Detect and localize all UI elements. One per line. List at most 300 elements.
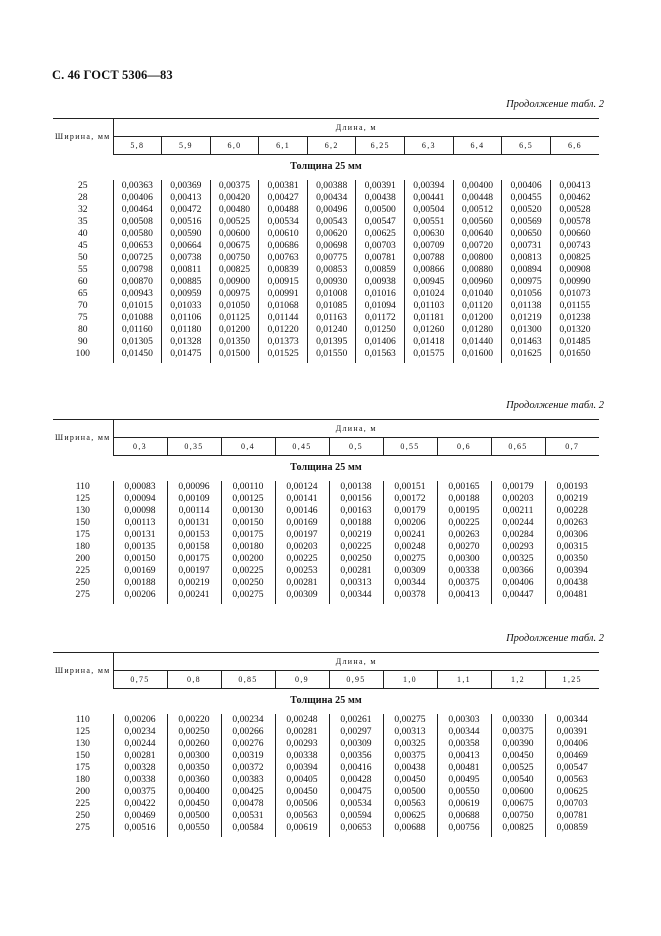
- width-header: Ширина, мм: [53, 119, 113, 155]
- volume-cell: 0,00300: [167, 750, 221, 762]
- volume-cell: 0,00406: [502, 180, 551, 192]
- volume-cell: 0,01650: [550, 348, 599, 363]
- volume-cell: 0,00653: [113, 240, 162, 252]
- volume-cell: 0,00344: [329, 589, 383, 604]
- volume-cell: 0,00610: [259, 228, 308, 240]
- thickness-label: Толщина 25 мм: [290, 695, 362, 706]
- volume-cell: 0,00413: [162, 192, 211, 204]
- length-value: 6,4: [453, 137, 502, 155]
- volume-cell: 0,00225: [329, 541, 383, 553]
- volume-cell: 0,01525: [259, 348, 308, 363]
- thickness-label: Толщина 25 мм: [290, 161, 362, 172]
- volume-cell: 0,01106: [162, 312, 211, 324]
- volume-cell: 0,00114: [167, 505, 221, 517]
- volume-cell: 0,01450: [113, 348, 162, 363]
- volume-cell: 0,01088: [113, 312, 162, 324]
- volume-cell: 0,00146: [275, 505, 329, 517]
- volume-cell: 0,00358: [437, 738, 491, 750]
- volume-cell: 0,00250: [221, 577, 275, 589]
- volume-cell: 0,00516: [162, 216, 211, 228]
- volume-cell: 0,00219: [329, 529, 383, 541]
- width-cell: 75: [77, 312, 88, 323]
- width-cell: 70: [77, 300, 88, 311]
- length-value: 6,3: [405, 137, 454, 155]
- volume-cell: 0,00360: [167, 774, 221, 786]
- volume-cell: 0,00428: [329, 774, 383, 786]
- volume-cell: 0,00859: [356, 264, 405, 276]
- volume-cell: 0,01600: [453, 348, 502, 363]
- volume-cell: 0,00338: [113, 774, 167, 786]
- table-row: [53, 762, 599, 774]
- volume-cell: 0,01575: [405, 348, 454, 363]
- width-cell: 60: [77, 276, 88, 287]
- volume-cell: 0,00763: [259, 252, 308, 264]
- volume-cell: 0,00225: [221, 565, 275, 577]
- volume-cell: 0,00300: [437, 553, 491, 565]
- volume-cell: 0,00098: [113, 505, 167, 517]
- volume-cell: 0,00528: [550, 204, 599, 216]
- volume-cell: 0,01073: [550, 288, 599, 300]
- volume-cell: 0,00211: [491, 505, 545, 517]
- volume-cell: 0,00244: [491, 517, 545, 529]
- width-cell: 110: [75, 714, 90, 725]
- volume-cell: 0,00220: [167, 714, 221, 726]
- volume-cell: 0,00151: [383, 481, 437, 493]
- volume-cell: 0,00303: [437, 714, 491, 726]
- volume-cell: 0,00880: [453, 264, 502, 276]
- volume-cell: 0,00383: [221, 774, 275, 786]
- volume-cell: 0,00293: [491, 541, 545, 553]
- volume-cell: 0,01015: [113, 300, 162, 312]
- volume-cell: 0,00520: [502, 204, 551, 216]
- volume-cell: 0,00425: [221, 786, 275, 798]
- volume-cell: 0,00781: [356, 252, 405, 264]
- length-value: 0,75: [113, 671, 167, 689]
- volume-cell: 0,00281: [329, 565, 383, 577]
- volume-cell: 0,00640: [453, 228, 502, 240]
- length-header: Длина, м: [113, 119, 599, 137]
- volume-cell: 0,00263: [545, 517, 599, 529]
- volume-cell: 0,00550: [167, 822, 221, 837]
- volume-cell: 0,00203: [275, 541, 329, 553]
- volume-cell: 0,00225: [275, 553, 329, 565]
- volume-cell: 0,00135: [113, 541, 167, 553]
- volume-cell: 0,00375: [210, 180, 259, 192]
- volume-cell: 0,00894: [502, 264, 551, 276]
- thickness-label: Толщина 25 мм: [290, 462, 362, 473]
- length-value: 1,25: [545, 671, 599, 689]
- volume-cell: 0,00800: [453, 252, 502, 264]
- table-row: [53, 553, 599, 565]
- volume-cell: 0,00885: [162, 276, 211, 288]
- volume-cell: 0,01395: [307, 336, 356, 348]
- volume-cell: 0,01125: [210, 312, 259, 324]
- volume-cell: 0,00234: [221, 714, 275, 726]
- volume-cell: 0,00124: [275, 481, 329, 493]
- volume-cell: 0,00394: [275, 762, 329, 774]
- volume-cell: 0,00775: [307, 252, 356, 264]
- table-row: [53, 336, 599, 348]
- volume-cell: 0,01485: [550, 336, 599, 348]
- volume-cell: 0,01418: [405, 336, 454, 348]
- volume-cell: 0,00281: [113, 750, 167, 762]
- volume-cell: 0,00625: [356, 228, 405, 240]
- volume-cell: 0,00990: [550, 276, 599, 288]
- volume-cell: 0,00709: [405, 240, 454, 252]
- volume-cell: 0,00281: [275, 577, 329, 589]
- header-row: [53, 653, 599, 671]
- volume-cell: 0,01160: [113, 324, 162, 336]
- table-row: [53, 228, 599, 240]
- volume-cell: 0,01056: [502, 288, 551, 300]
- volume-cell: 0,00138: [329, 481, 383, 493]
- volume-cell: 0,00263: [437, 529, 491, 541]
- volume-cell: 0,00450: [167, 798, 221, 810]
- volume-cell: 0,00394: [545, 565, 599, 577]
- volume-cell: 0,00495: [437, 774, 491, 786]
- volume-cell: 0,01172: [356, 312, 405, 324]
- volume-cell: 0,00350: [545, 553, 599, 565]
- volume-cell: 0,00406: [491, 577, 545, 589]
- volume-cell: 0,00266: [221, 726, 275, 738]
- volume-cell: 0,00703: [545, 798, 599, 810]
- table-row: [53, 714, 599, 726]
- volume-cell: 0,00179: [383, 505, 437, 517]
- volume-cell: 0,01181: [405, 312, 454, 324]
- volume-cell: 0,00496: [307, 204, 356, 216]
- volume-cell: 0,01300: [502, 324, 551, 336]
- length-header: Длина, м: [113, 653, 599, 671]
- width-cell: 125: [75, 726, 90, 737]
- volume-cell: 0,00625: [383, 810, 437, 822]
- table-row: [53, 798, 599, 810]
- volume-cell: 0,00175: [221, 529, 275, 541]
- volume-cell: 0,00434: [307, 192, 356, 204]
- volume-cell: 0,00508: [113, 216, 162, 228]
- width-cell: 150: [75, 750, 90, 761]
- width-cell: 25: [77, 180, 88, 191]
- volume-cell: 0,00344: [545, 714, 599, 726]
- volume-cell: 0,00825: [210, 264, 259, 276]
- volume-cell: 0,01328: [162, 336, 211, 348]
- volume-cell: 0,00250: [167, 726, 221, 738]
- volume-cell: 0,00394: [405, 180, 454, 192]
- volume-cell: 0,00870: [113, 276, 162, 288]
- volume-cell: 0,00275: [221, 589, 275, 604]
- volume-cell: 0,01280: [453, 324, 502, 336]
- volume-cell: 0,00153: [167, 529, 221, 541]
- width-cell: 180: [75, 541, 90, 552]
- width-cell: 130: [75, 738, 90, 749]
- volume-cell: 0,00131: [113, 529, 167, 541]
- table-row: [53, 216, 599, 228]
- volume-cell: 0,00150: [113, 553, 167, 565]
- length-values-row: [53, 137, 599, 155]
- volume-cell: 0,00281: [275, 726, 329, 738]
- volume-cell: 0,00179: [491, 481, 545, 493]
- length-value: 0,8: [167, 671, 221, 689]
- volume-cell: 0,01550: [307, 348, 356, 363]
- volume-cell: 0,01440: [453, 336, 502, 348]
- volume-cell: 0,00698: [307, 240, 356, 252]
- volume-cell: 0,00859: [545, 822, 599, 837]
- volume-cell: 0,00438: [356, 192, 405, 204]
- volume-cell: 0,00225: [437, 517, 491, 529]
- width-cell: 35: [77, 216, 88, 227]
- header-row: [53, 420, 599, 438]
- width-header: Ширина, мм: [53, 653, 113, 689]
- table-row: [53, 252, 599, 264]
- width-header: Ширина, мм: [53, 420, 113, 456]
- volume-cell: 0,00580: [113, 228, 162, 240]
- volume-cell: 0,00975: [210, 288, 259, 300]
- width-cell: 40: [77, 228, 88, 239]
- volume-cell: 0,01050: [210, 300, 259, 312]
- volume-cell: 0,00219: [167, 577, 221, 589]
- volume-cell: 0,00297: [329, 726, 383, 738]
- table-row: [53, 810, 599, 822]
- table-row: [53, 312, 599, 324]
- volume-cell: 0,00372: [221, 762, 275, 774]
- length-value: 6,6: [550, 137, 599, 155]
- volume-cell: 0,01350: [210, 336, 259, 348]
- volume-cell: 0,00195: [437, 505, 491, 517]
- volume-cell: 0,00250: [329, 553, 383, 565]
- volume-cell: 0,00450: [383, 774, 437, 786]
- volume-cell: 0,00915: [259, 276, 308, 288]
- width-cell: 275: [75, 822, 90, 833]
- volume-cell: 0,00400: [453, 180, 502, 192]
- volume-cell: 0,00475: [329, 786, 383, 798]
- volume-cell: 0,00203: [491, 493, 545, 505]
- length-values-row: [53, 438, 599, 456]
- volume-cell: 0,00180: [221, 541, 275, 553]
- table-row: [53, 738, 599, 750]
- length-value: 0,6: [437, 438, 491, 456]
- volume-cell: 0,00228: [545, 505, 599, 517]
- table-row: [53, 786, 599, 798]
- volume-cell: 0,00413: [437, 589, 491, 604]
- volume-cell: 0,01016: [356, 288, 405, 300]
- width-cell: 175: [75, 529, 90, 540]
- volume-cell: 0,00375: [383, 750, 437, 762]
- table-row: [53, 288, 599, 300]
- volume-cell: 0,00825: [550, 252, 599, 264]
- volume-cell: 0,00241: [167, 589, 221, 604]
- volume-cell: 0,00094: [113, 493, 167, 505]
- volume-cell: 0,00381: [259, 180, 308, 192]
- volume-cell: 0,00945: [405, 276, 454, 288]
- volume-cell: 0,00839: [259, 264, 308, 276]
- volume-cell: 0,00422: [113, 798, 167, 810]
- volume-cell: 0,01500: [210, 348, 259, 363]
- volume-cell: 0,01144: [259, 312, 308, 324]
- volume-cell: 0,00720: [453, 240, 502, 252]
- volume-cell: 0,00313: [329, 577, 383, 589]
- volume-cell: 0,00488: [259, 204, 308, 216]
- width-cell: 32: [77, 204, 88, 215]
- volume-cell: 0,01240: [307, 324, 356, 336]
- volume-table-1: [53, 118, 599, 363]
- table-row: [53, 324, 599, 336]
- volume-cell: 0,01219: [502, 312, 551, 324]
- width-cell: 225: [75, 565, 90, 576]
- volume-cell: 0,00163: [329, 505, 383, 517]
- volume-cell: 0,00158: [167, 541, 221, 553]
- volume-cell: 0,00206: [383, 517, 437, 529]
- volume-cell: 0,00500: [383, 786, 437, 798]
- volume-cell: 0,00908: [550, 264, 599, 276]
- length-value: 0,45: [275, 438, 329, 456]
- volume-cell: 0,00464: [113, 204, 162, 216]
- volume-cell: 0,01094: [356, 300, 405, 312]
- volume-cell: 0,00197: [275, 529, 329, 541]
- width-cell: 200: [75, 553, 90, 564]
- volume-cell: 0,00563: [275, 810, 329, 822]
- volume-cell: 0,00131: [167, 517, 221, 529]
- page-header: С. 46 ГОСТ 5306—83: [52, 68, 173, 82]
- volume-cell: 0,00660: [550, 228, 599, 240]
- volume-cell: 0,00481: [437, 762, 491, 774]
- volume-cell: 0,00584: [221, 822, 275, 837]
- volume-cell: 0,00193: [545, 481, 599, 493]
- volume-cell: 0,00675: [491, 798, 545, 810]
- table-row: [53, 750, 599, 762]
- volume-cell: 0,00525: [491, 762, 545, 774]
- width-cell: 275: [75, 589, 90, 600]
- volume-cell: 0,00547: [356, 216, 405, 228]
- volume-cell: 0,00534: [259, 216, 308, 228]
- volume-cell: 0,01040: [453, 288, 502, 300]
- table-row: [53, 481, 599, 493]
- volume-cell: 0,00325: [491, 553, 545, 565]
- volume-cell: 0,00169: [275, 517, 329, 529]
- volume-cell: 0,00420: [210, 192, 259, 204]
- volume-cell: 0,00309: [329, 738, 383, 750]
- volume-cell: 0,00391: [356, 180, 405, 192]
- width-cell: 250: [75, 810, 90, 821]
- volume-cell: 0,00363: [113, 180, 162, 192]
- volume-cell: 0,00200: [221, 553, 275, 565]
- volume-cell: 0,00540: [491, 774, 545, 786]
- volume-cell: 0,00391: [545, 726, 599, 738]
- volume-cell: 0,00338: [437, 565, 491, 577]
- volume-cell: 0,00500: [167, 810, 221, 822]
- volume-cell: 0,00478: [221, 798, 275, 810]
- volume-cell: 0,00551: [405, 216, 454, 228]
- volume-cell: 0,00275: [383, 553, 437, 565]
- volume-cell: 0,00416: [329, 762, 383, 774]
- volume-cell: 0,00620: [307, 228, 356, 240]
- volume-cell: 0,00350: [167, 762, 221, 774]
- volume-cell: 0,00276: [221, 738, 275, 750]
- volume-cell: 0,00375: [491, 726, 545, 738]
- volume-cell: 0,00141: [275, 493, 329, 505]
- volume-cell: 0,00293: [275, 738, 329, 750]
- volume-cell: 0,00590: [162, 228, 211, 240]
- volume-cell: 0,01024: [405, 288, 454, 300]
- table-row: [53, 264, 599, 276]
- width-cell: 225: [75, 798, 90, 809]
- volume-cell: 0,01238: [550, 312, 599, 324]
- volume-cell: 0,01138: [502, 300, 551, 312]
- volume-cell: 0,00450: [275, 786, 329, 798]
- volume-cell: 0,00469: [113, 810, 167, 822]
- volume-cell: 0,01085: [307, 300, 356, 312]
- volume-cell: 0,00366: [491, 565, 545, 577]
- volume-cell: 0,00344: [383, 577, 437, 589]
- length-value: 6,5: [502, 137, 551, 155]
- volume-cell: 0,00275: [383, 714, 437, 726]
- volume-cell: 0,00563: [383, 798, 437, 810]
- volume-cell: 0,00165: [437, 481, 491, 493]
- table-row: [53, 577, 599, 589]
- volume-cell: 0,00472: [162, 204, 211, 216]
- volume-cell: 0,00150: [221, 517, 275, 529]
- width-cell: 110: [75, 481, 90, 492]
- length-value: 5,8: [113, 137, 162, 155]
- thickness-row: [53, 456, 599, 482]
- volume-cell: 0,00480: [210, 204, 259, 216]
- length-value: 0,35: [167, 438, 221, 456]
- volume-cell: 0,00703: [356, 240, 405, 252]
- volume-cell: 0,00369: [162, 180, 211, 192]
- volume-cell: 0,01200: [210, 324, 259, 336]
- volume-table-2: [53, 419, 599, 604]
- volume-cell: 0,00109: [167, 493, 221, 505]
- volume-cell: 0,00900: [210, 276, 259, 288]
- volume-cell: 0,00313: [383, 726, 437, 738]
- volume-cell: 0,00738: [162, 252, 211, 264]
- length-header: Длина, м: [113, 420, 599, 438]
- width-cell: 250: [75, 577, 90, 588]
- volume-cell: 0,00375: [113, 786, 167, 798]
- thickness-row: [53, 689, 599, 715]
- volume-cell: 0,00563: [545, 774, 599, 786]
- volume-cell: 0,00448: [453, 192, 502, 204]
- volume-cell: 0,00569: [502, 216, 551, 228]
- table-row: [53, 300, 599, 312]
- volume-cell: 0,00413: [550, 180, 599, 192]
- volume-cell: 0,00560: [453, 216, 502, 228]
- volume-cell: 0,01625: [502, 348, 551, 363]
- volume-cell: 0,00798: [113, 264, 162, 276]
- volume-cell: 0,01373: [259, 336, 308, 348]
- volume-cell: 0,01120: [453, 300, 502, 312]
- length-values-row: [53, 671, 599, 689]
- volume-cell: 0,00450: [491, 750, 545, 762]
- volume-cell: 0,00197: [167, 565, 221, 577]
- volume-cell: 0,01250: [356, 324, 405, 336]
- volume-cell: 0,00175: [167, 553, 221, 565]
- volume-cell: 0,00525: [210, 216, 259, 228]
- length-value: 5,9: [162, 137, 211, 155]
- volume-cell: 0,00306: [545, 529, 599, 541]
- volume-cell: 0,00960: [453, 276, 502, 288]
- volume-cell: 0,00400: [167, 786, 221, 798]
- volume-cell: 0,00788: [405, 252, 454, 264]
- volume-cell: 0,00938: [356, 276, 405, 288]
- volume-cell: 0,00688: [383, 822, 437, 837]
- volume-cell: 0,01200: [453, 312, 502, 324]
- volume-cell: 0,00462: [550, 192, 599, 204]
- volume-cell: 0,00113: [113, 517, 167, 529]
- volume-cell: 0,00427: [259, 192, 308, 204]
- volume-cell: 0,00512: [453, 204, 502, 216]
- volume-cell: 0,00188: [437, 493, 491, 505]
- length-value: 6,25: [356, 137, 405, 155]
- volume-cell: 0,00686: [259, 240, 308, 252]
